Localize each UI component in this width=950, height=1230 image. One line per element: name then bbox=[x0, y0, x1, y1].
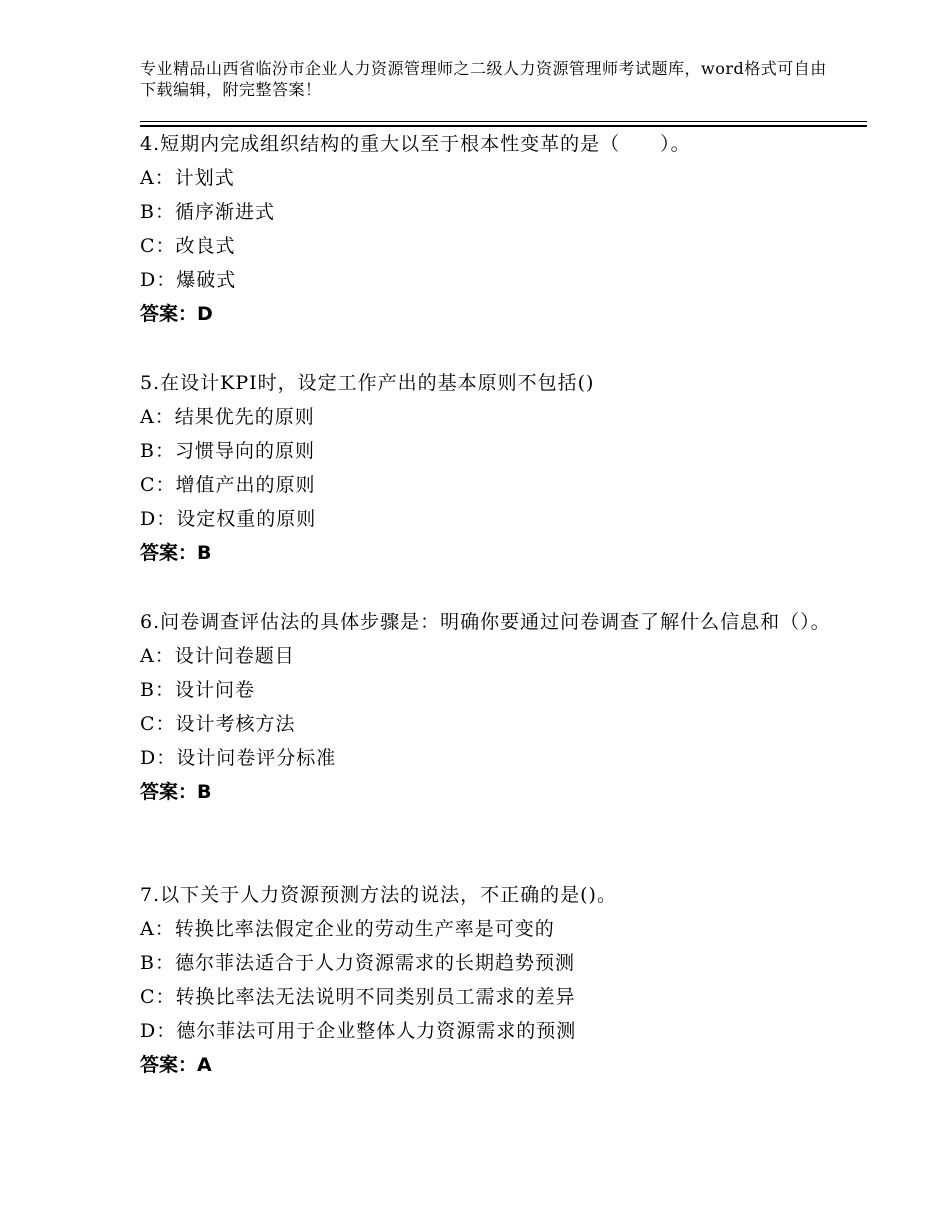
option-c: C：设计考核方法 bbox=[140, 713, 296, 735]
option-d: D：设定权重的原则 bbox=[140, 508, 317, 530]
question-6 bbox=[140, 605, 860, 809]
option-a: A：结果优先的原则 bbox=[140, 406, 315, 428]
document-header: 专业精品山西省临汾市企业人力资源管理师之二级人力资源管理师考试题库，word格式可自由下载编辑，附完整答案！ bbox=[140, 59, 827, 99]
option-c: C：改良式 bbox=[140, 235, 236, 257]
option-d: D：设计问卷评分标准 bbox=[140, 747, 337, 769]
answer: 答案：B bbox=[140, 781, 212, 803]
question-4 bbox=[140, 127, 860, 331]
question-stem: 5.在设计KPI时，设定工作产出的基本原则不包括() bbox=[140, 372, 595, 394]
question-stem: 4.短期内完成组织结构的重大以至于根本性变革的是（ ）。 bbox=[140, 133, 691, 155]
question-7 bbox=[140, 878, 860, 1082]
option-b: B：循序渐进式 bbox=[140, 201, 275, 223]
question-5 bbox=[140, 366, 860, 570]
option-b: B：习惯导向的原则 bbox=[140, 440, 315, 462]
option-b: B：德尔菲法适合于人力资源需求的长期趋势预测 bbox=[140, 952, 575, 974]
option-b: B：设计问卷 bbox=[140, 679, 255, 701]
question-stem: 7.以下关于人力资源预测方法的说法，不正确的是()。 bbox=[140, 884, 617, 906]
option-a: A：计划式 bbox=[140, 167, 235, 189]
question-stem: 6.问卷调查评估法的具体步骤是：明确你要通过问卷调查了解什么信息和（）。 bbox=[140, 611, 831, 633]
answer: 答案：D bbox=[140, 303, 213, 325]
option-a: A：转换比率法假定企业的劳动生产率是可变的 bbox=[140, 918, 555, 940]
option-a: A：设计问卷题目 bbox=[140, 645, 295, 667]
option-c: C：转换比率法无法说明不同类别员工需求的差异 bbox=[140, 986, 576, 1008]
option-d: D：爆破式 bbox=[140, 269, 237, 291]
answer: 答案：A bbox=[140, 1054, 212, 1076]
option-c: C：增值产出的原则 bbox=[140, 474, 316, 496]
answer: 答案：B bbox=[140, 542, 212, 564]
header-divider-thin bbox=[140, 121, 867, 122]
option-d: D：德尔菲法可用于企业整体人力资源需求的预测 bbox=[140, 1020, 577, 1042]
